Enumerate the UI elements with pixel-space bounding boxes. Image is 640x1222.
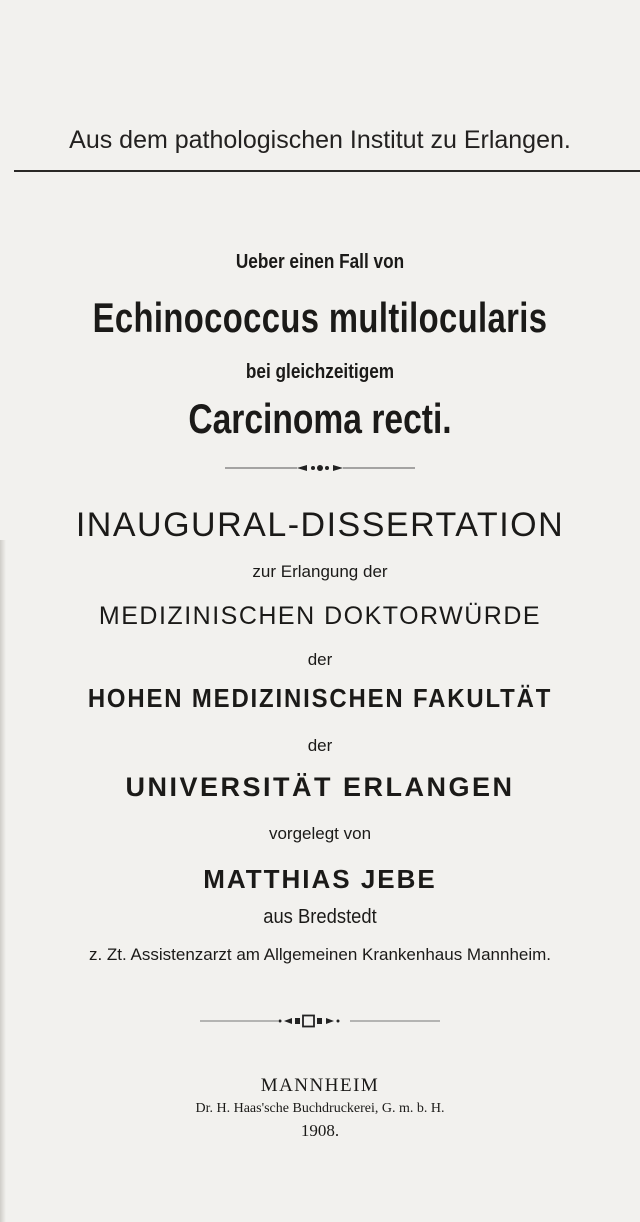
university-text: UNIVERSITÄT ERLANGEN <box>125 772 515 802</box>
der-text-1: der <box>307 650 333 669</box>
der-text-2: der <box>307 736 333 755</box>
header-rule <box>14 170 640 172</box>
ornament-top <box>0 462 640 474</box>
title-connector: bei gleichzeitigem <box>245 361 395 383</box>
ornament-bottom <box>0 1014 640 1028</box>
title-secondary: Carcinoma recti. <box>188 395 452 442</box>
faculty-text: HOHEN MEDIZINISCHEN FAKULTÄT <box>87 683 553 713</box>
submitted-text: vorgelegt von <box>268 824 372 843</box>
degree-text: MEDIZINISCHEN DOKTORWÜRDE <box>98 602 542 630</box>
imprint-city: MANNHEIM <box>260 1075 380 1096</box>
purpose-text: zur Erlangung der <box>252 562 388 581</box>
institute-header: Aus dem pathologischen Institut zu Erlangen. <box>69 126 571 154</box>
imprint-year: 1908. <box>300 1121 340 1140</box>
author-origin: aus Bredstedt <box>263 906 377 928</box>
imprint-printer: Dr. H. Haas'sche Buchdruckerei, G. m. b. H. <box>195 1101 445 1116</box>
author-name: MATTHIAS JEBE <box>203 864 437 894</box>
title-main: Echinococcus multilocularis <box>92 294 548 341</box>
author-position: z. Zt. Assistenzarzt am Allgemeinen Krankenhaus Mannheim. <box>88 945 552 964</box>
dissertation-heading: INAUGURAL-DISSERTATION <box>75 506 565 544</box>
title-intro: Ueber einen Fall von <box>235 251 405 273</box>
